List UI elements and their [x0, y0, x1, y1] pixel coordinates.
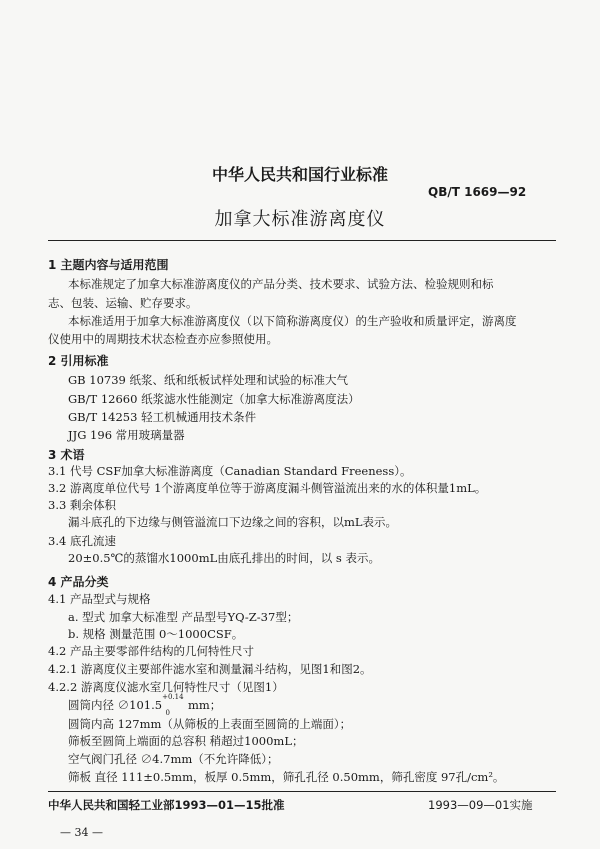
- term-3-3-body: 漏斗底孔的下边缘与侧管溢流口下边缘之间的容积，以mL表示。: [68, 515, 398, 529]
- dimension-screen-plate: 筛板 直径 111±0.5mm，板厚 0.5mm，筛孔孔径 0.50mm，筛孔密度 97孔/cm²。: [68, 770, 505, 784]
- section-1-para-1-line-2: 志、包装、运输、贮存要求。: [48, 296, 198, 310]
- effective-date: 1993—09—01实施: [428, 798, 533, 812]
- term-3-3: 3.3 剩余体积: [48, 498, 116, 512]
- standard-code: QB/T 1669—92: [428, 185, 527, 199]
- section-1-heading: 1 主题内容与适用范围: [48, 258, 169, 272]
- dimension-cylinder-inner-diameter: [68, 693, 222, 718]
- page-number: — 34 —: [60, 826, 103, 839]
- term-3-4: 3.4 底孔流速: [48, 534, 116, 548]
- section-1-para-2-line-1: 本标准适用于加拿大标准游离度仪（以下简称游离度仪）的生产验收和质量评定，游离度: [68, 314, 517, 328]
- reference-item: GB/T 14253 轻工机械通用技术条件: [68, 410, 257, 424]
- term-3-4-body: 20±0.5℃的蒸馏水1000mL由底孔排出的时间，以 s 表示。: [68, 551, 380, 565]
- tolerance-upper: +0.14: [162, 693, 184, 702]
- dimension-unit: mm；: [188, 698, 222, 712]
- header-divider: [48, 240, 556, 241]
- section-2-heading: 2 引用标准: [48, 354, 109, 368]
- clause-4-1: 4.1 产品型式与规格: [48, 592, 151, 606]
- document-title: 加拿大标准游离度仪: [214, 209, 386, 230]
- footer-divider: [48, 791, 556, 792]
- clause-4-2: 4.2 产品主要零部件结构的几何特性尺寸: [48, 644, 254, 658]
- clause-4-1-b: b. 规格 测量范围 0～1000CSF。: [68, 627, 244, 641]
- approval-note: 中华人民共和国轻工业部1993—01—15批准: [48, 798, 285, 812]
- reference-item: GB 10739 纸浆、纸和纸板试样处理和试验的标准大气: [68, 373, 349, 387]
- term-3-2: 3.2 游离度单位代号 1个游离度单位等于游离度漏斗侧管溢流出来的水的体积量1mL。: [48, 481, 487, 495]
- tolerance-lower: 0: [165, 709, 170, 718]
- reference-item: JJG 196 常用玻璃量器: [68, 428, 185, 442]
- dimension-total-volume: 筛板至圆筒上端面的总容积 稍超过1000mL；: [68, 734, 304, 748]
- reference-item: GB/T 12660 纸浆滤水性能测定（加拿大标准游离度法）: [68, 392, 360, 406]
- dimension-air-valve: 空气阀门孔径 ∅4.7mm（不允许降低）；: [68, 752, 279, 766]
- clause-4-2-2: 4.2.2 游离度仪滤水室几何特性尺寸（见图1）: [48, 680, 284, 694]
- section-3-heading: 3 术语: [48, 448, 85, 462]
- term-3-1: 3.1 代号 CSF加拿大标准游离度（Canadian Standard Freeness）。: [48, 464, 412, 478]
- clause-4-1-a: a. 型式 加拿大标准型 产品型号YQ-Z-37型；: [68, 610, 299, 624]
- standard-class-title: 中华人民共和国行业标准: [211, 165, 388, 184]
- section-4-heading: 4 产品分类: [48, 575, 109, 589]
- clause-4-2-1: 4.2.1 游离度仪主要部件滤水室和测量漏斗结构，见图1和图2。: [48, 662, 372, 676]
- section-1-para-2-line-2: 仪使用中的周期技术状态检查亦应参照使用。: [48, 332, 278, 346]
- dimension-cylinder-height: 圆筒内高 127mm（从筛板的上表面至圆筒的上端面）；: [68, 717, 352, 731]
- dimension-label: 圆筒内径 ∅101.5: [68, 698, 163, 712]
- section-1-para-1-line-1: 本标准规定了加拿大标准游离度仪的产品分类、技术要求、试验方法、检验规则和标: [68, 277, 494, 291]
